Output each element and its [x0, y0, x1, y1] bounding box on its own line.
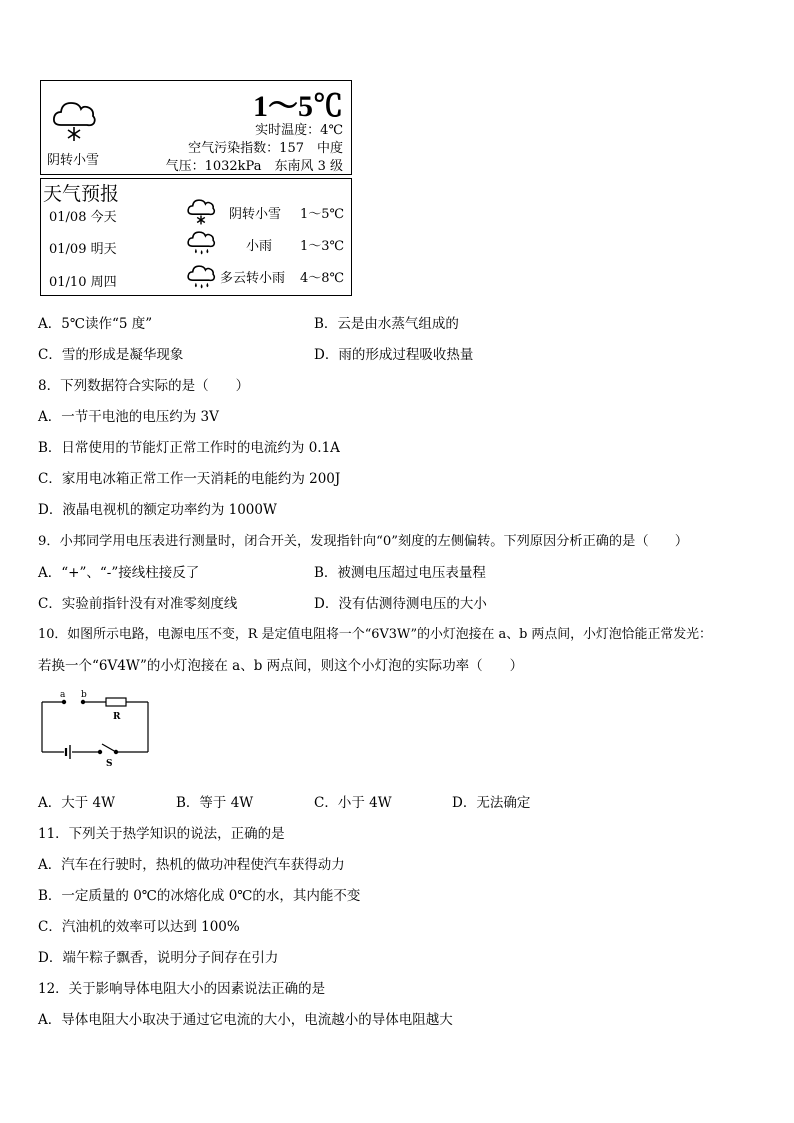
q7-option-c: C．雪的形成是凝华现象 — [38, 347, 184, 363]
temperature-range: 1～5℃ — [253, 90, 343, 123]
q11-option-c: C．汽油机的效率可以达到 100% — [38, 919, 240, 935]
q7-option-b: B．云是由水蒸气组成的 — [314, 316, 459, 332]
q11-option-b: B．一定质量的 0℃的冰熔化成 0℃的水，其内能不变 — [38, 888, 361, 904]
q10-option-b: B．等于 4W — [176, 795, 254, 811]
q9-stem: 9．小邦同学用电压表进行测量时，闭合开关，发现指针向“0”刻度的左侧偏转。下列原因分析正确的是（ ） — [38, 534, 689, 549]
realtime-temperature: 实时温度：4℃ — [255, 123, 343, 138]
forecast-description: 阴转小雪 — [229, 207, 282, 222]
cloud-rain-icon — [185, 261, 217, 293]
resistor-label: R — [113, 712, 121, 722]
q10-stem-line1: 10．如图所示电路，电源电压不变，R 是定值电阻将一个“6V3W”的小灯泡接在 a、b 两点间，小灯泡恰能正常发光： — [38, 627, 712, 642]
weather-forecast-panel — [40, 178, 352, 296]
forecast-title: 天气预报 — [43, 183, 120, 205]
q9-option-d: D．没有估测待测电压的大小 — [314, 596, 487, 612]
q9-option-a: A．“+”、“-”接线柱接反了 — [38, 565, 200, 581]
q9-option-c: C．实验前指针没有对准零刻度线 — [38, 596, 238, 612]
forecast-date: 01/09 明天 — [49, 242, 117, 257]
q11-option-d: D．端午粽子飘香，说明分子间存在引力 — [38, 950, 279, 966]
forecast-date: 01/08 今天 — [49, 210, 117, 225]
switch-label: S — [106, 759, 113, 769]
current-condition: 阴转小雪 — [47, 153, 100, 168]
forecast-temperature: 1～5℃ — [300, 207, 345, 222]
circuit-diagram — [38, 688, 154, 770]
q8-option-d: D．液晶电视机的额定功率约为 1000W — [38, 502, 277, 518]
cloud-snow-icon — [49, 95, 99, 145]
q7-option-a: A．5℃读作“5 度” — [38, 316, 153, 332]
q10-option-d: D．无法确定 — [452, 795, 531, 811]
forecast-description: 小雨 — [246, 239, 273, 254]
cloud-rain-icon — [185, 227, 217, 259]
q8-option-a: A．一节干电池的电压约为 3V — [38, 409, 219, 425]
q10-stem-line2: 若换一个“6V4W”的小灯泡接在 a、b 两点间，则这个小灯泡的实际功率（ ） — [38, 658, 524, 674]
cloud-snow-icon — [185, 195, 217, 227]
forecast-temperature: 4～8℃ — [300, 271, 345, 286]
q7-option-d: D．雨的形成过程吸收热量 — [314, 347, 474, 363]
q8-option-b: B．日常使用的节能灯正常工作时的电流约为 0.1A — [38, 440, 340, 456]
q11-option-a: A．汽车在行驶时，热机的做功冲程使汽车获得动力 — [38, 857, 345, 873]
q12-stem: 12．关于影响导体电阻大小的因素说法正确的是 — [38, 981, 326, 997]
terminal-b-label: b — [81, 690, 87, 700]
pressure-wind: 气压：1032kPa 东南风 3 级 — [165, 159, 343, 174]
q11-stem: 11．下列关于热学知识的说法，正确的是 — [38, 826, 285, 842]
q8-stem: 8．下列数据符合实际的是（ ） — [38, 378, 250, 394]
q8-option-c: C．家用电冰箱正常工作一天消耗的电能约为 200J — [38, 471, 341, 487]
q10-option-c: C．小于 4W — [314, 795, 392, 811]
q10-option-a: A．大于 4W — [38, 795, 116, 811]
q9-option-b: B．被测电压超过电压表量程 — [314, 565, 486, 581]
weather-current-panel — [40, 80, 352, 175]
air-quality-index: 空气污染指数：157 中度 — [188, 141, 343, 156]
forecast-description: 多云转小雨 — [220, 271, 286, 286]
forecast-temperature: 1～3℃ — [300, 239, 345, 254]
forecast-date: 01/10 周四 — [49, 275, 117, 290]
q12-option-a: A．导体电阻大小取决于通过它电流的大小，电流越小的导体电阻越大 — [38, 1012, 453, 1028]
terminal-a-label: a — [60, 690, 66, 700]
